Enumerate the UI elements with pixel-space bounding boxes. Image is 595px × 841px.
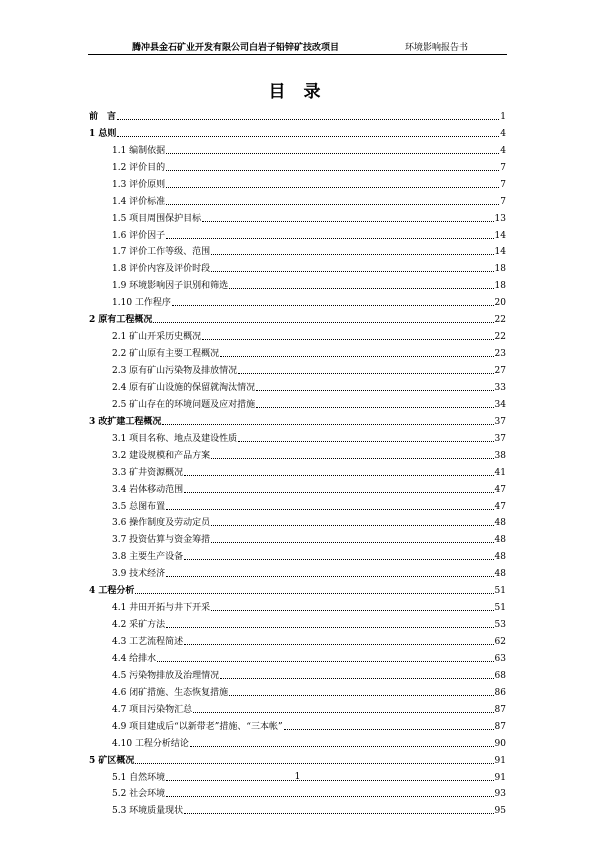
toc-section-entry[interactable]: [89, 799, 506, 816]
toc-section-entry[interactable]: [89, 325, 506, 342]
header-doc-type: 环境影响报告书: [405, 43, 469, 53]
toc-entry-label: 1.10 工作程序: [112, 298, 171, 309]
toc-leader-dots: [229, 288, 493, 289]
toc-section-entry[interactable]: [89, 257, 506, 274]
toc-entry-label: 1.3 评价原则: [112, 179, 166, 190]
toc-entry-page: 34: [494, 399, 506, 410]
toc-entry-page: 91: [494, 755, 506, 766]
toc-entry-label: 1.5 项目周围保护目标: [112, 213, 202, 224]
toc-entry-page: 7: [500, 162, 506, 173]
toc-section-entry[interactable]: [89, 156, 506, 173]
toc-entry-page: 95: [494, 806, 506, 817]
toc-section-entry[interactable]: [89, 461, 506, 478]
toc-entry-label: 3.9 技术经济: [112, 569, 166, 580]
toc-entry-page: 7: [500, 196, 506, 207]
toc-entry-page: 62: [494, 637, 506, 647]
toc-entry-page: 37: [494, 433, 506, 444]
toc-chapter-entry[interactable]: [89, 749, 506, 766]
toc-leader-dots: [166, 204, 499, 205]
toc-section-entry[interactable]: [89, 783, 506, 800]
toc-entry-page: 91: [494, 772, 506, 783]
toc-leader-dots: [211, 271, 493, 272]
toc-entry-page: 48: [494, 535, 506, 546]
toc-entry-label: 2.2 矿山原有主要工程概况: [112, 349, 220, 360]
toc-entry-page: 1: [500, 111, 506, 122]
page-header: [88, 40, 507, 55]
toc-entry-page: 18: [494, 281, 506, 292]
toc-entry-label: 3.1 项目名称、地点及建设性质: [112, 433, 238, 444]
toc-leader-dots: [117, 119, 499, 120]
toc-leader-dots: [166, 238, 493, 239]
toc-section-entry[interactable]: [89, 207, 506, 224]
toc-entry-label: 4.6 闭矿措施、生态恢复措施: [112, 687, 229, 698]
toc-entry-label: 2.4 原有矿山设施的保留就淘汰情况: [112, 382, 256, 393]
toc-section-entry[interactable]: [89, 444, 506, 461]
toc-entry-page: 51: [494, 603, 506, 614]
toc-leader-dots: [184, 813, 493, 814]
toc-leader-dots: [184, 475, 493, 476]
toc-entry-label: 2.5 矿山存在的环境问题及应对措施: [112, 399, 256, 410]
toc-entry-label: 1.7 评价工作等级、范围: [112, 247, 211, 258]
toc-entry-label: 3.5 总图布置: [112, 501, 166, 512]
toc-entry-label: 4.2 采矿方法: [112, 620, 166, 631]
toc-leader-dots: [256, 390, 493, 391]
toc-entry-page: 7: [500, 179, 506, 190]
toc-entry-page: 48: [494, 518, 506, 529]
toc-leader-dots: [190, 746, 494, 747]
toc-entry-label: 3.3 矿井资源概况: [112, 467, 184, 478]
toc-entry-page: 37: [494, 416, 506, 427]
toc-section-entry[interactable]: [89, 630, 506, 647]
toc-entry-label: 2.3 原有矿山污染物及排放情况: [112, 366, 238, 376]
toc-leader-dots: [211, 254, 493, 255]
toc-entry-page: 93: [494, 789, 506, 800]
toc-entry-page: 47: [494, 484, 506, 495]
toc-entry-label: 2 原有工程概况: [89, 315, 153, 326]
toc-entry-label: 5.3 环境质量现状: [112, 806, 184, 817]
toc-section-entry[interactable]: [89, 562, 506, 579]
toc-entry-label: 前 言: [89, 111, 117, 122]
toc-entry-label: 4.4 给排水: [112, 653, 157, 664]
toc-entry-page: 63: [494, 653, 506, 664]
toc-entry-page: 47: [494, 501, 506, 512]
toc-chapter-entry[interactable]: [89, 308, 506, 325]
toc-entry-page: 53: [494, 620, 506, 631]
toc-leader-dots: [256, 407, 493, 408]
toc-entry-page: 51: [494, 586, 506, 597]
toc-entry-page: 87: [494, 704, 506, 715]
toc-leader-dots: [193, 712, 493, 713]
toc-leader-dots: [166, 576, 493, 577]
toc-section-entry[interactable]: [89, 647, 506, 664]
toc-leader-dots: [117, 136, 499, 137]
toc-entry-page: 38: [494, 450, 506, 461]
toc-entry-label: 2.1 矿山开采历史概况: [112, 332, 202, 343]
toc-entry-page: 22: [494, 332, 506, 343]
toc-entry-label: 4.1 井田开拓与井下开采: [112, 603, 211, 614]
toc-entry-label: 3 改扩建工程概况: [89, 416, 162, 427]
toc-entry-page: 23: [494, 349, 506, 360]
toc-entry-label: 3.2 建设规模和产品方案: [112, 450, 211, 461]
table-of-contents: [89, 105, 506, 816]
toc-leader-dots: [202, 221, 493, 222]
toc-section-entry[interactable]: [89, 190, 506, 207]
toc-chapter-entry[interactable]: [89, 410, 506, 427]
toc-leader-dots: [166, 509, 493, 510]
toc-section-entry[interactable]: [89, 495, 506, 512]
toc-leader-dots: [284, 729, 494, 730]
toc-leader-dots: [238, 373, 493, 374]
toc-section-entry[interactable]: [89, 224, 506, 241]
toc-section-entry[interactable]: [89, 427, 506, 444]
toc-leader-dots: [184, 644, 493, 645]
toc-leader-dots: [166, 627, 493, 628]
toc-entry-label: 1.9 环境影响因子识别和筛选: [112, 281, 229, 292]
toc-leader-dots: [153, 322, 493, 323]
toc-section-entry[interactable]: [89, 613, 506, 630]
toc-entry-label: 1.2 评价目的: [112, 162, 166, 173]
toc-section-entry[interactable]: [89, 715, 506, 732]
toc-section-entry[interactable]: [89, 342, 506, 359]
toc-entry-label: 4.10 工程分析结论: [112, 738, 189, 749]
toc-section-entry[interactable]: [89, 241, 506, 258]
toc-entry-label: 3.4 岩体移动范围: [112, 484, 184, 495]
toc-leader-dots: [220, 356, 493, 357]
toc-entry-label: 4.3 工艺流程简述: [112, 637, 184, 647]
toc-entry-page: 4: [500, 145, 506, 156]
toc-leader-dots: [135, 763, 493, 764]
toc-chapter-entry[interactable]: [89, 579, 506, 596]
toc-section-entry[interactable]: [89, 698, 506, 715]
toc-leader-dots: [172, 305, 494, 306]
toc-chapter-entry[interactable]: [89, 122, 506, 139]
toc-entry-page: 14: [494, 247, 506, 258]
toc-entry-label: 1.8 评价内容及评价时段: [112, 264, 211, 275]
toc-entry-label: 1.4 评价标准: [112, 196, 166, 207]
toc-leader-dots: [166, 796, 493, 797]
toc-leader-dots: [220, 678, 493, 679]
toc-leader-dots: [229, 695, 493, 696]
toc-section-entry[interactable]: [89, 291, 506, 308]
toc-entry-page: 27: [494, 366, 506, 376]
toc-entry-page: 48: [494, 569, 506, 580]
toc-entry-label: 3.6 操作制度及劳动定员: [112, 518, 211, 529]
toc-entry-page: 4: [500, 128, 506, 139]
toc-section-entry[interactable]: [89, 359, 506, 376]
toc-entry-label: 5.2 社会环境: [112, 789, 166, 800]
toc-entry-label: 4.9 项目建成后“以新带老”措施、“三本帐”: [112, 721, 283, 732]
toc-entry-page: 33: [494, 382, 506, 393]
toc-entry-page: 41: [494, 467, 506, 478]
toc-entry-label: 5 矿区概况: [89, 755, 135, 766]
toc-section-entry[interactable]: [89, 596, 506, 613]
toc-leader-dots: [211, 610, 493, 611]
toc-leader-dots: [211, 458, 493, 459]
toc-entry-page: 86: [494, 687, 506, 698]
toc-leader-dots: [157, 661, 493, 662]
toc-section-entry[interactable]: [89, 664, 506, 681]
toc-section-entry[interactable]: [89, 478, 506, 495]
toc-entry-label: 1.1 编制依据: [112, 145, 166, 156]
toc-leader-dots: [211, 542, 493, 543]
toc-entry-page: 18: [494, 264, 506, 275]
toc-leader-dots: [166, 170, 499, 171]
toc-entry-page: 22: [494, 315, 506, 326]
toc-section-entry[interactable]: [89, 528, 506, 545]
toc-section-entry[interactable]: [89, 512, 506, 529]
toc-leader-dots: [184, 559, 493, 560]
toc-leader-dots: [238, 441, 493, 442]
header-project-title: 腾冲县金石矿业开发有限公司白岩子铅锌矿技改项目: [132, 43, 340, 53]
toc-section-entry[interactable]: [89, 173, 506, 190]
toc-entry-page: 13: [494, 213, 506, 224]
toc-entry-label: 3.7 投资估算与资金筹措: [112, 535, 211, 546]
toc-entry-label: 5.1 自然环境: [112, 772, 166, 783]
toc-entry-page: 90: [494, 738, 506, 749]
toc-entry-label: 4.5 污染物排放及治理情况: [112, 670, 220, 681]
toc-section-entry[interactable]: [89, 732, 506, 749]
toc-entry-page: 14: [494, 230, 506, 241]
toc-leader-dots: [211, 525, 493, 526]
toc-entry-label: 1.6 评价因子: [112, 230, 166, 241]
toc-entry-label: 4.7 项目污染物汇总: [112, 704, 193, 715]
toc-section-entry[interactable]: [89, 274, 506, 291]
toc-entry-label: 3.8 主要生产设备: [112, 552, 184, 563]
toc-entry-label: 4 工程分析: [89, 586, 135, 597]
toc-leader-dots: [166, 153, 499, 154]
toc-title: 目 录: [268, 82, 327, 102]
toc-section-entry[interactable]: [89, 376, 506, 393]
toc-section-entry[interactable]: [89, 139, 506, 156]
toc-leader-dots: [135, 593, 493, 594]
toc-section-entry[interactable]: [89, 545, 506, 562]
toc-leader-dots: [202, 339, 493, 340]
toc-entry-page: 20: [494, 298, 506, 309]
toc-entry-label: 1 总则: [89, 128, 117, 139]
toc-entry-page: 68: [494, 670, 506, 681]
toc-section-entry[interactable]: [89, 681, 506, 698]
toc-leader-dots: [166, 187, 499, 188]
toc-leader-dots: [162, 424, 493, 425]
toc-leader-dots: [184, 492, 493, 493]
toc-chapter-entry[interactable]: [89, 105, 506, 122]
page-number: 1: [294, 772, 301, 782]
toc-section-entry[interactable]: [89, 393, 506, 410]
toc-entry-page: 87: [494, 721, 506, 732]
toc-entry-page: 48: [494, 552, 506, 563]
